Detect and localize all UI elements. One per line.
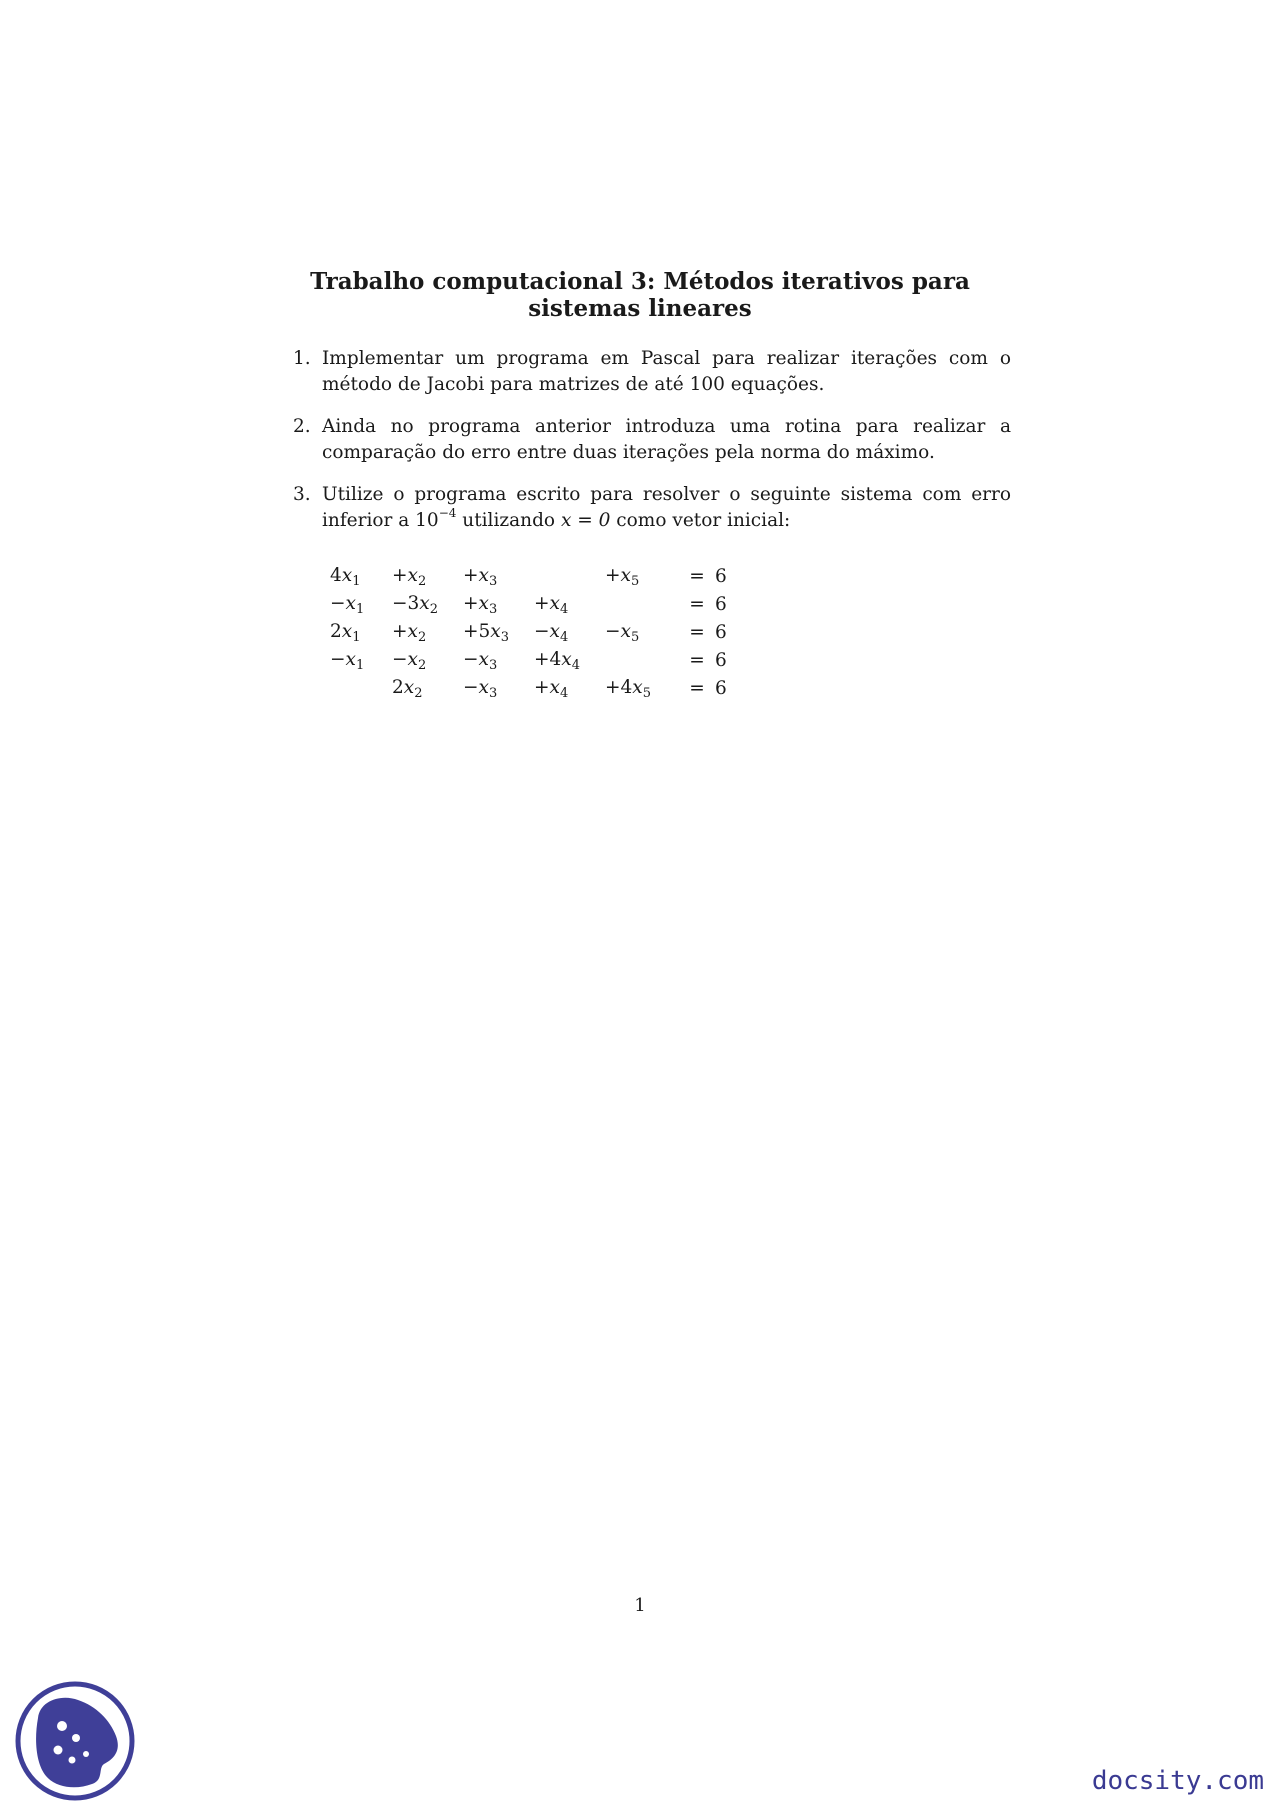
equation-term: $+x_4$ (534, 677, 569, 701)
equation-term: 6 (715, 594, 727, 615)
equation-term: $-x_4$ (534, 621, 569, 645)
document-title (260, 268, 1020, 322)
docsity-logo-icon (14, 1680, 136, 1802)
equation-rows (330, 563, 735, 703)
equation-term: $-x_3$ (463, 649, 498, 673)
equation-term: $+x_4$ (534, 593, 569, 617)
equation-term: $+x_2$ (392, 565, 427, 589)
task-exponent: −4 (438, 505, 457, 520)
equation-term: = (689, 678, 705, 699)
equation-term: = (689, 650, 705, 671)
equation-term (534, 563, 605, 591)
task-text: Implementar um programa em Pascal para realizar iterações com o método de Jacobi para matrizes de até 100 equações. (322, 348, 1011, 395)
equation-term: 6 (715, 622, 727, 643)
equation-row (330, 647, 735, 675)
equation-term: $+x_2$ (392, 621, 427, 645)
equation-term (605, 647, 679, 675)
task-text-mid: utilizando (456, 510, 561, 531)
equation-term: $+x_3$ (463, 565, 498, 589)
equation-term (330, 675, 392, 703)
task-number: 2. (293, 416, 311, 437)
equation-term: $-3x_2$ (392, 593, 438, 617)
equation-term: $-x_2$ (392, 649, 427, 673)
equation-term: $-x_1$ (330, 649, 365, 673)
equation-term: $+4x_5$ (605, 677, 651, 701)
equation-term: $2x_1$ (330, 621, 361, 645)
equation-system (330, 563, 735, 703)
page-number: 1 (634, 1595, 646, 1616)
task-text: Ainda no programa anterior introduza uma rotina para realizar a comparação do erro entre duas iterações pela norma do máximo. (322, 416, 1011, 463)
equation-term: $-x_3$ (463, 677, 498, 701)
task-math: x = 0 (560, 510, 611, 531)
task-item-1 (293, 346, 1011, 398)
equation-term: $-x_1$ (330, 593, 365, 617)
title-line-2: sistemas lineares (528, 295, 752, 322)
equation-term: 6 (715, 650, 727, 671)
task-text (322, 482, 1011, 534)
equation-term (605, 591, 679, 619)
equation-term: $4x_1$ (330, 565, 361, 589)
task-list (293, 346, 1011, 550)
equation-term: = (689, 622, 705, 643)
docsity-brand-text: docsity.com (1091, 1766, 1264, 1796)
task-item-3 (293, 482, 1011, 534)
equation-term: $+x_3$ (463, 593, 498, 617)
task-text-after: como vetor inicial: (610, 510, 791, 531)
title-line-1: Trabalho computacional 3: Métodos iterativos para (310, 268, 970, 295)
task-text-before: Utilize o programa escrito para resolver o seguinte sistema com erro inferior a 10 (322, 484, 1011, 531)
equation-term: $2x_2$ (392, 677, 423, 701)
equation-term: 6 (715, 678, 727, 699)
equation-row (330, 563, 735, 591)
equation-term: = (689, 566, 705, 587)
equation-term: 6 (715, 566, 727, 587)
equation-row (330, 675, 735, 703)
equation-row (330, 591, 735, 619)
task-item-2 (293, 414, 1011, 466)
equation-row (330, 619, 735, 647)
task-number: 1. (293, 348, 311, 369)
equation-term: $+5x_3$ (463, 621, 509, 645)
task-number: 3. (293, 484, 311, 505)
equation-term: $+4x_4$ (534, 649, 580, 673)
equation-term: = (689, 594, 705, 615)
equation-term: $-x_5$ (605, 621, 640, 645)
equation-term: $+x_5$ (605, 565, 640, 589)
